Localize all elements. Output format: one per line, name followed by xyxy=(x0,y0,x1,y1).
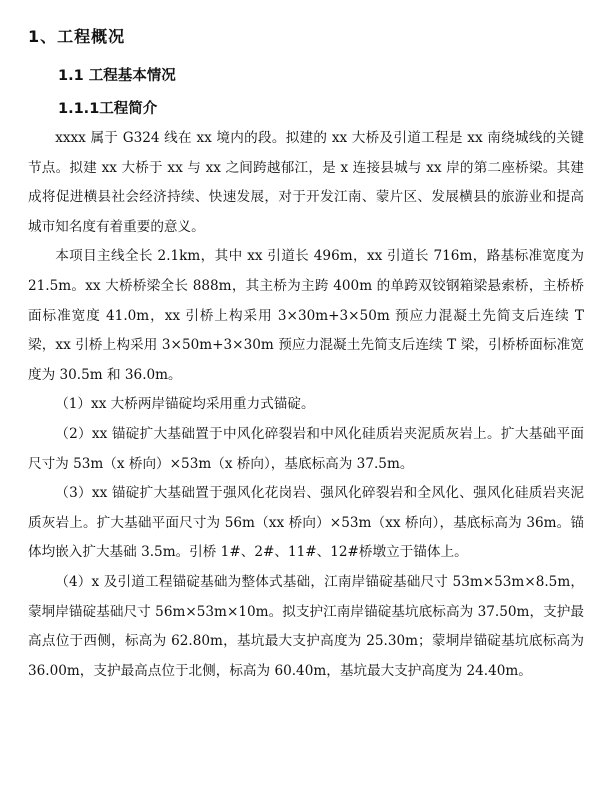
paragraph-item-4: （4）x 及引道工程锚碇基础为整体式基础，江南岸锚碇基础尺寸 53m×53m×8.5m，蒙垌岸锚碇基础尺寸 56m×53m×10m。拟支护江南岸锚碇基坑底标高为 37.50m，支护最高点位于西侧，标高为 62.80m，基坑最大支护高度为 25.30m；蒙垌岸锚碇基坑底标高为 36.00m，支护最高点位于北侧，标高为 60.40m，基坑最大支护高度为 24.40m。 xyxy=(28,573,584,679)
paragraph-item-1: （1）xx 大桥两岸锚碇均采用重力式锚碇。 xyxy=(55,396,315,413)
paragraph-item-3: （3）xx 锚碇扩大基础置于强风化花岗岩、强风化碎裂岩和全风化、强风化硅质岩夹泥质灰岩上。扩大基础平面尺寸为 56m（xx 桥向）×53m（xx 桥向），基底标高为 36m。锚体均嵌入扩大基础 3.5m。引桥 1#、2#、11#、12#桥墩立于锚体上。 xyxy=(28,485,584,561)
paragraph-item-2: （2）xx 锚碇扩大基础置于中风化碎裂岩和中风化硅质岩夹泥质灰岩上。扩大基础平面尺寸为 53m（x 桥向）×53m（x 桥向），基底标高为 37.5m。 xyxy=(28,425,584,472)
paragraph-intro: xxxx 属于 G324 线在 xx 境内的段。拟建的 xx 大桥及引道工程是 xx 南绕城线的关键节点。拟建 xx 大桥于 xx 与 xx 之间跨越郁江，是 x 连接县城与 xx 岸的第二座桥梁。其建成将促进横县社会经济持续、快速发展，对于开发江南、蒙片区、发展横县的旅游业和提高城市知名度有着重要的意义。 xyxy=(28,130,584,235)
subsection-heading: 1.1 工程基本情况 xyxy=(58,68,176,84)
subsubsection-heading: 1.1.1工程简介 xyxy=(58,101,158,117)
paragraph-scope: 本项目主线全长 2.1km，其中 xx 引道长 496m，xx 引道长 716m，路基标准宽度为 21.5m。xx 大桥桥梁全长 888m，其主桥为主跨 400m 的单跨双铰钢箱梁悬索桥，主桥桥面标准宽度 41.0m，xx 引桥上构采用 3×30m+3×50m 预应力混凝土先简支后连续 T 梁，xx 引桥上构采用 3×50m+3×30m 预应力混凝土先简支后连续 T 梁，引桥桥面标准宽度为 30.5m 和 36.0m。 xyxy=(28,248,584,383)
section-heading: 1、工程概况 xyxy=(28,27,126,46)
body-text xyxy=(28,124,584,686)
